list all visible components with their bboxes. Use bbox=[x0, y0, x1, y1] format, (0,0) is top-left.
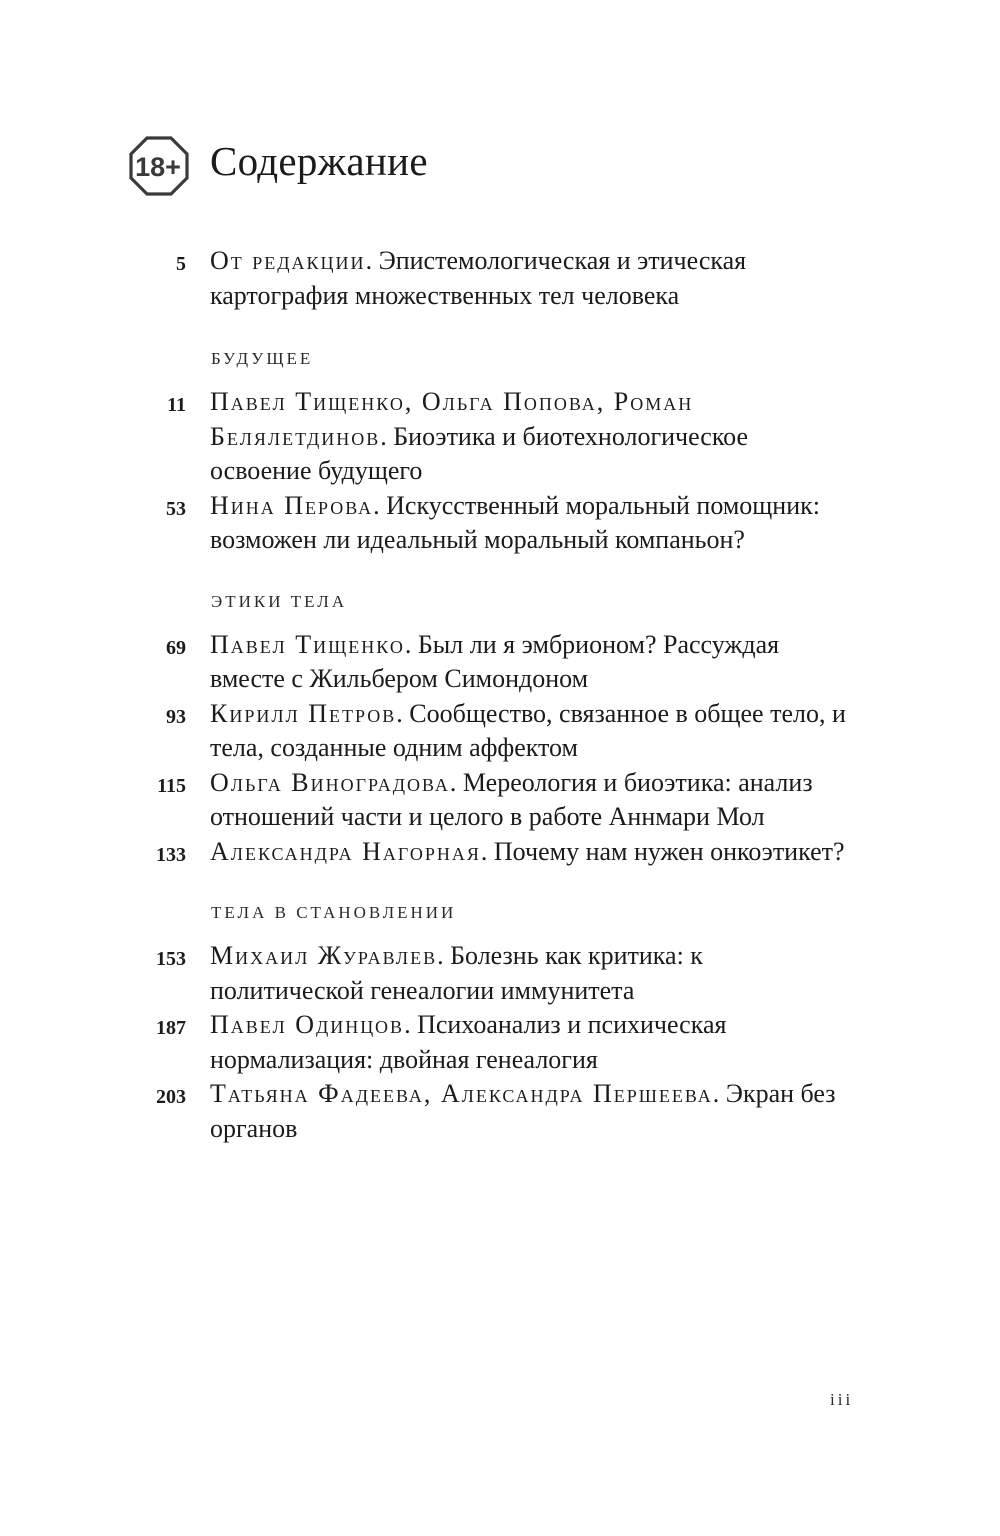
age-rating-badge bbox=[129, 136, 189, 196]
toc-page-number: 11 bbox=[167, 394, 186, 416]
toc-page-number: 133 bbox=[156, 843, 186, 866]
toc-entry bbox=[0, 1077, 1000, 1146]
toc-entry-text: Павел Тищенко. Был ли я эмбрионом? Рассуждая вместе с Жильбером Симондоном bbox=[210, 629, 780, 693]
toc-entry-text: Павел Одинцов. Психоанализ и психическая нормализация: двойная генеалогия bbox=[210, 1010, 727, 1074]
toc-author: Татьяна Фадеева, Александра Першеева bbox=[210, 1079, 713, 1108]
toc-author: Павел Одинцов bbox=[210, 1010, 405, 1039]
toc-page-number: 69 bbox=[166, 636, 186, 659]
toc-page-number: 53 bbox=[166, 497, 186, 520]
toc-entry-text: Ольга Виноградова. Мереология и биоэтика: анализ отношений части и целого в работе Аннмари Мол bbox=[210, 767, 813, 831]
toc-section-intro bbox=[0, 244, 1000, 313]
toc-title: Психоанализ и психическая нормализация: двойная генеалогия bbox=[210, 1010, 727, 1074]
toc-entry bbox=[0, 766, 1000, 835]
toc-entry bbox=[0, 835, 1000, 870]
toc-entry bbox=[0, 1008, 1000, 1077]
toc-title: Экран без органов bbox=[210, 1079, 836, 1143]
toc-page-number: 93 bbox=[166, 705, 186, 728]
table-of-contents bbox=[0, 244, 1000, 1146]
toc-section-becoming bbox=[0, 901, 1000, 1146]
toc-title: Был ли я эмбрионом? Рассуждая вместе с Жильбером Симондоном bbox=[210, 629, 780, 693]
toc-section-body-ethics bbox=[0, 590, 1000, 870]
section-heading: ТЕЛА В СТАНОВЛЕНИИ bbox=[211, 903, 457, 922]
toc-entry bbox=[0, 628, 1000, 697]
toc-entry-text: Александра Нагорная. Почему нам нужен онкоэтикет? bbox=[210, 836, 845, 866]
toc-entry bbox=[0, 244, 1000, 313]
toc-entry-text: Татьяна Фадеева, Александра Першеева. Экран без органов bbox=[210, 1079, 836, 1143]
section-heading: БУДУЩЕЕ bbox=[211, 349, 314, 368]
toc-title: Почему нам нужен онкоэтикет? bbox=[493, 836, 845, 866]
toc-entry-text: Нина Перова. Искусственный моральный помощник: возможен ли идеальный моральный компаньон? bbox=[210, 490, 820, 554]
toc-entry-text: От редакции. Эпистемологическая и этическая картография множественных тел человека bbox=[210, 246, 747, 310]
toc-entry bbox=[0, 385, 1000, 489]
age-rating-icon bbox=[129, 136, 189, 196]
toc-author: Александра Нагорная bbox=[210, 836, 481, 866]
toc-page-number: 187 bbox=[156, 1017, 186, 1039]
toc-author: Нина Перова bbox=[210, 490, 374, 520]
toc-entry bbox=[0, 489, 1000, 558]
page-title: Содержание bbox=[210, 138, 428, 184]
toc-entry-text: Михаил Журавлев. Болезнь как критика: к политической генеалогии иммунитета bbox=[210, 941, 703, 1005]
toc-author: Павел Тищенко, Ольга Попова, Роман Белялетдинов bbox=[210, 387, 694, 451]
toc-author: От редакции bbox=[210, 246, 366, 275]
toc-title: Болезнь как критика: к политической генеалогии иммунитета bbox=[210, 941, 703, 1005]
toc-title: Сообщество, связанное в общее тело, и тела, созданные одним аффектом bbox=[210, 698, 846, 762]
toc-page-number: 5 bbox=[176, 253, 186, 275]
page-folio: iii bbox=[830, 1390, 854, 1409]
toc-page-number: 203 bbox=[156, 1086, 186, 1108]
toc-title: Мереология и биоэтика: анализ отношений части и целого в работе Аннмари Мол bbox=[210, 767, 813, 831]
toc-title: Эпистемологическая и этическая картография множественных тел человека bbox=[210, 246, 747, 310]
toc-author: Кирилл Петров bbox=[210, 698, 397, 728]
toc-author: Ольга Виноградова bbox=[210, 767, 450, 797]
toc-author: Павел Тищенко bbox=[210, 629, 405, 659]
toc-entry bbox=[0, 939, 1000, 1008]
age-rating-text: 18+ bbox=[135, 152, 181, 182]
toc-title: Искусственный моральный помощник: возможен ли идеальный моральный компаньон? bbox=[210, 490, 820, 554]
toc-entry-text: Павел Тищенко, Ольга Попова, Роман Белялетдинов. Биоэтика и биотехнологическое освоение будущего bbox=[210, 387, 748, 485]
toc-page-number: 153 bbox=[156, 948, 186, 970]
toc-entry-text: Кирилл Петров. Сообщество, связанное в общее тело, и тела, созданные одним аффектом bbox=[210, 698, 846, 762]
toc-title: Биоэтика и биотехнологическое освоение будущего bbox=[210, 421, 748, 485]
toc-page-number: 115 bbox=[157, 774, 186, 797]
toc-section-future bbox=[0, 347, 1000, 558]
toc-entry bbox=[0, 697, 1000, 766]
section-heading: ЭТИКИ ТЕЛА bbox=[211, 591, 348, 611]
toc-author: Михаил Журавлев bbox=[210, 941, 438, 970]
